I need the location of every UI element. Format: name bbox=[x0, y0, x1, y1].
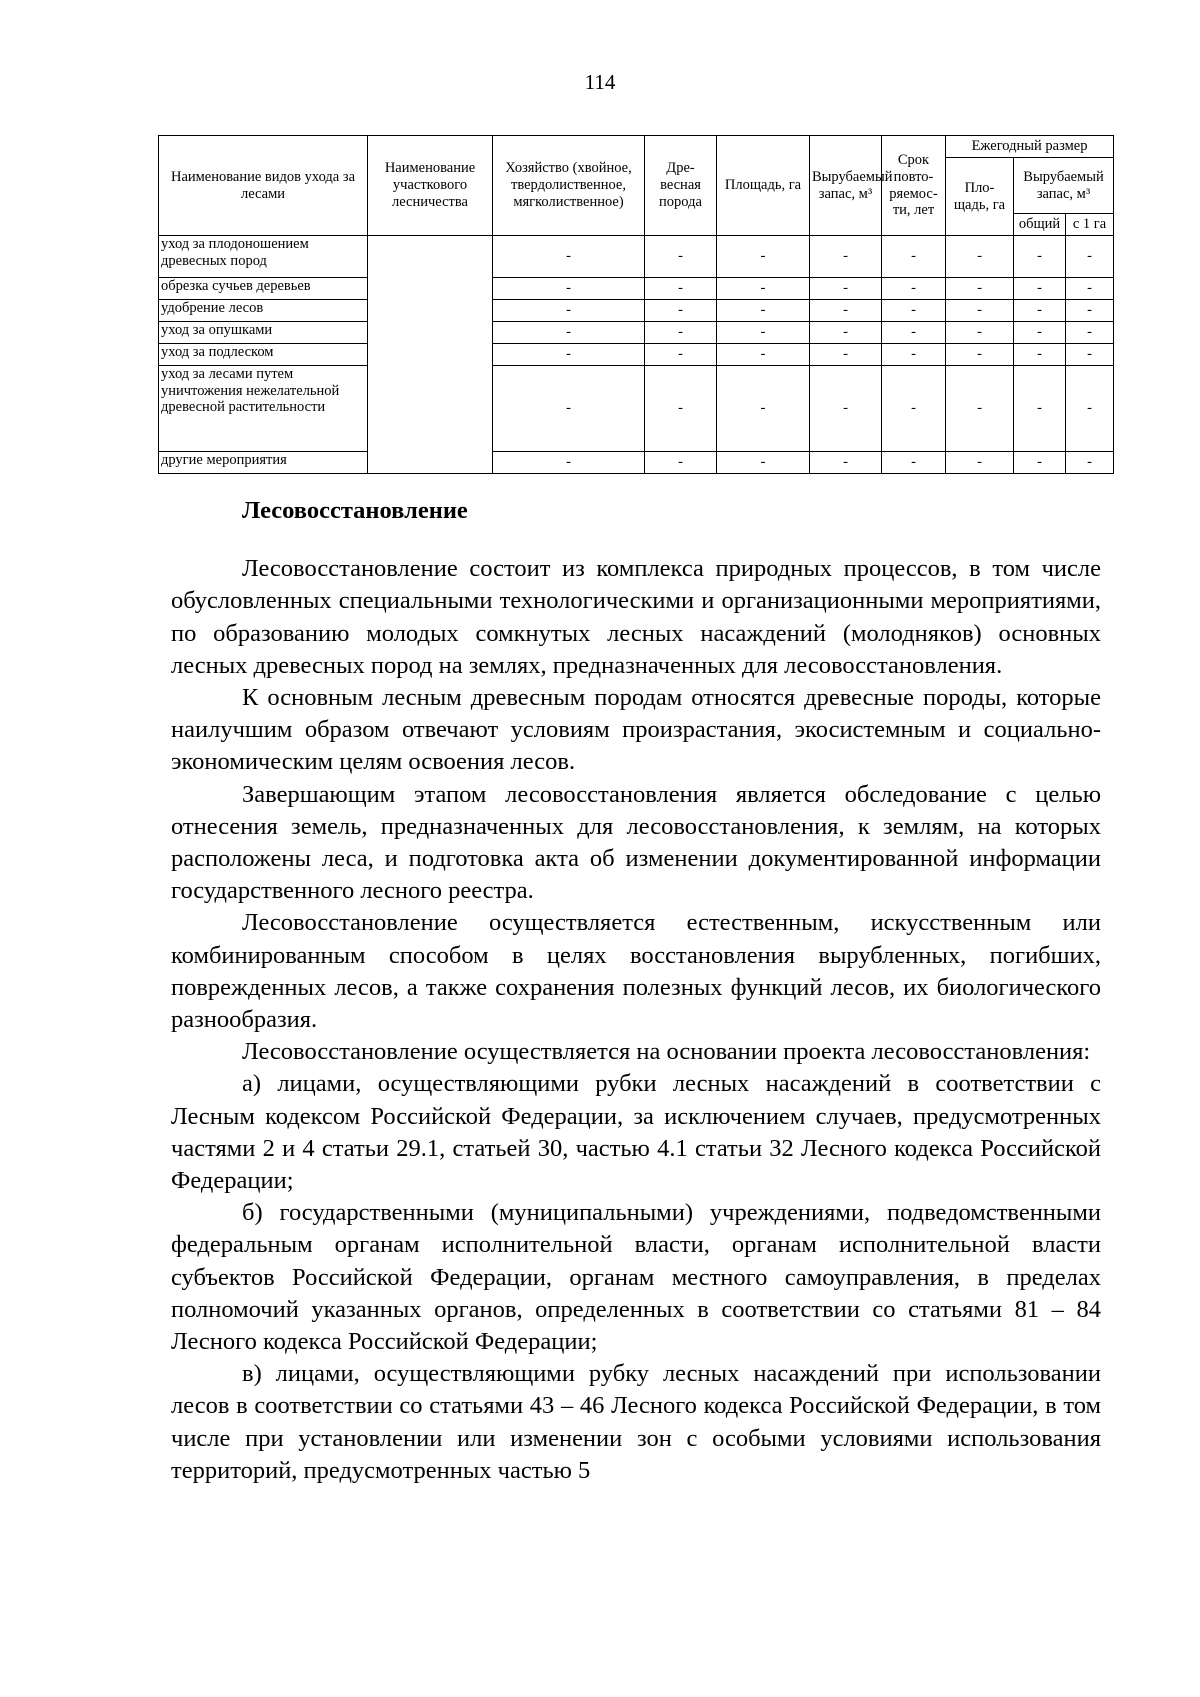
header-annual-area: Пло-щадь, га bbox=[946, 158, 1014, 236]
table-cell: - bbox=[1014, 452, 1066, 474]
header-annual-volume: Вырубаемый запас, м³ bbox=[1014, 158, 1114, 214]
table-row bbox=[159, 452, 1114, 474]
table-cell: - bbox=[493, 236, 645, 278]
care-type-name: уход за лесами путем уничтожения нежелательной древесной растительности bbox=[159, 366, 368, 452]
table-cell: - bbox=[645, 278, 717, 300]
header-cut-volume: Вырубаемый запас, м³ bbox=[810, 136, 882, 236]
table-cell: - bbox=[493, 344, 645, 366]
table-cell: - bbox=[645, 322, 717, 344]
table-cell: - bbox=[1066, 366, 1114, 452]
header-care-type: Наименование видов ухода за лесами bbox=[159, 136, 368, 236]
table-cell: - bbox=[645, 366, 717, 452]
table-cell: - bbox=[717, 300, 810, 322]
paragraph: К основным лесным древесным породам относятся древесные породы, которые наилучшим образом отвечают условиям произрастания, экосистемным и социально-экономическим целям освоения лесов. bbox=[171, 684, 1101, 776]
table-cell: - bbox=[1066, 278, 1114, 300]
table-cell: - bbox=[717, 322, 810, 344]
table-cell: - bbox=[946, 300, 1014, 322]
table-cell: - bbox=[1066, 300, 1114, 322]
table-cell: - bbox=[810, 452, 882, 474]
document-body bbox=[171, 495, 1101, 1487]
table-cell: - bbox=[882, 236, 946, 278]
table-cell: - bbox=[946, 322, 1014, 344]
table-cell: - bbox=[1014, 300, 1066, 322]
table-cell: - bbox=[810, 300, 882, 322]
table-cell: - bbox=[1014, 278, 1066, 300]
table-cell: - bbox=[882, 366, 946, 452]
paragraph: б) государственными (муниципальными) учреждениями, подведомственными федеральным органам исполнительной власти, органам исполнительной власти субъектов Российской Федерации, органам местного самоуправления, в пределах полномочий указанных органов, определенных в соответствии со статьями 81 – 84 Лесного кодекса Российской Федерации; bbox=[171, 1199, 1101, 1356]
paragraph: Лесовосстановление состоит из комплекса природных процессов, в том числе обусловленных специальными технологическими и организационными мероприятиями, по образованию молодых сомкнутых лесных насаждений (молодняков) основных лесных древесных пород на землях, предназначенных для лесовосстановления. bbox=[171, 555, 1101, 679]
table-cell: - bbox=[882, 300, 946, 322]
table-cell: - bbox=[946, 344, 1014, 366]
table-cell: - bbox=[882, 322, 946, 344]
header-repeat-period: Срок повто-ряемос-ти, лет bbox=[882, 136, 946, 236]
paragraph: в) лицами, осуществляющими рубку лесных насаждений при использовании лесов в соответствии со статьями 43 – 46 Лесного кодекса Российской Федерации, в том числе при установлении или изменении зон с особыми условиями использования территорий, предусмотренных частью 5 bbox=[171, 1360, 1101, 1484]
care-type-name: уход за плодоношением древесных пород bbox=[159, 236, 368, 278]
table-cell: - bbox=[1066, 236, 1114, 278]
paragraph: Лесовосстановление осуществляется естественным, искусственным или комбинированным способом в целях восстановления вырубленных, погибших, поврежденных лесов, а также сохранения полезных функций лесов, их биологического разнообразия. bbox=[171, 909, 1101, 1034]
table-cell: - bbox=[1066, 344, 1114, 366]
table-cell: - bbox=[1014, 322, 1066, 344]
table-cell: - bbox=[882, 452, 946, 474]
table-cell: - bbox=[946, 452, 1014, 474]
care-type-name: удобрение лесов bbox=[159, 300, 368, 322]
table-cell: - bbox=[717, 344, 810, 366]
table-cell: - bbox=[946, 278, 1014, 300]
header-area: Площадь, га bbox=[717, 136, 810, 236]
table-cell: - bbox=[645, 236, 717, 278]
table-cell: - bbox=[810, 366, 882, 452]
table-cell: - bbox=[946, 366, 1014, 452]
table-cell: - bbox=[946, 236, 1014, 278]
table-cell: - bbox=[645, 452, 717, 474]
table-cell: - bbox=[717, 452, 810, 474]
table-cell: - bbox=[717, 278, 810, 300]
header-per-ha: с 1 га bbox=[1066, 214, 1114, 236]
care-type-name: обрезка сучьев деревьев bbox=[159, 278, 368, 300]
table-cell: - bbox=[645, 300, 717, 322]
page-number: 114 bbox=[584, 70, 616, 94]
care-type-name: другие мероприятия bbox=[159, 452, 368, 474]
table-cell: - bbox=[1066, 452, 1114, 474]
header-annual-size: Ежегодный размер bbox=[946, 136, 1114, 158]
table-cell: - bbox=[810, 344, 882, 366]
table-header bbox=[159, 136, 1114, 236]
table-row bbox=[159, 344, 1114, 366]
table-cell: - bbox=[493, 300, 645, 322]
table-cell: - bbox=[810, 322, 882, 344]
table-cell: - bbox=[1066, 322, 1114, 344]
paragraph: Лесовосстановление осуществляется на основании проекта лесовосстановления: bbox=[242, 1038, 1091, 1066]
header-species: Дре-весная порода bbox=[645, 136, 717, 236]
table-cell: - bbox=[882, 278, 946, 300]
paragraph-list bbox=[171, 553, 1101, 1487]
table-cell: - bbox=[810, 278, 882, 300]
table-cell: - bbox=[717, 366, 810, 452]
care-type-name: уход за опушками bbox=[159, 322, 368, 344]
table-cell: - bbox=[1014, 366, 1066, 452]
table-row bbox=[159, 322, 1114, 344]
table-cell: - bbox=[493, 366, 645, 452]
paragraph: а) лицами, осуществляющими рубки лесных насаждений в соответствии с Лесным кодексом Российской Федерации, за исключением случаев, предусмотренных частями 2 и 4 статьи 29.1, статьей 30, частью 4.1 статьи 32 Лесного кодекса Российской Федерации; bbox=[171, 1070, 1101, 1195]
care-type-name: уход за подлеском bbox=[159, 344, 368, 366]
paragraph: Завершающим этапом лесовосстановления является обследование с целью отнесения земель, предназначенных для лесовосстановления, к землям, на которых расположены леса, и подготовка акта об изменении документированной информации государственного лесного реестра. bbox=[171, 780, 1101, 905]
table-cell: - bbox=[493, 322, 645, 344]
forestry-cell bbox=[368, 236, 493, 474]
table-body bbox=[159, 236, 1114, 474]
header-economy: Хозяйство (хвойное, твердолиственное, мягколиственное) bbox=[493, 136, 645, 236]
table-cell: - bbox=[717, 236, 810, 278]
table-cell: - bbox=[493, 278, 645, 300]
table-row bbox=[159, 278, 1114, 300]
table-cell: - bbox=[810, 236, 882, 278]
section-heading: Лесовосстановление bbox=[242, 497, 468, 524]
table-row bbox=[159, 300, 1114, 322]
table-cell: - bbox=[645, 344, 717, 366]
table-row bbox=[159, 366, 1114, 452]
table-cell: - bbox=[493, 452, 645, 474]
table-cell: - bbox=[882, 344, 946, 366]
header-total: общий bbox=[1014, 214, 1066, 236]
table-cell: - bbox=[1014, 236, 1066, 278]
table-row bbox=[159, 236, 1114, 278]
header-forestry: Наименование участкового лесничества bbox=[368, 136, 493, 236]
forest-care-table bbox=[158, 135, 1114, 474]
table-cell: - bbox=[1014, 344, 1066, 366]
